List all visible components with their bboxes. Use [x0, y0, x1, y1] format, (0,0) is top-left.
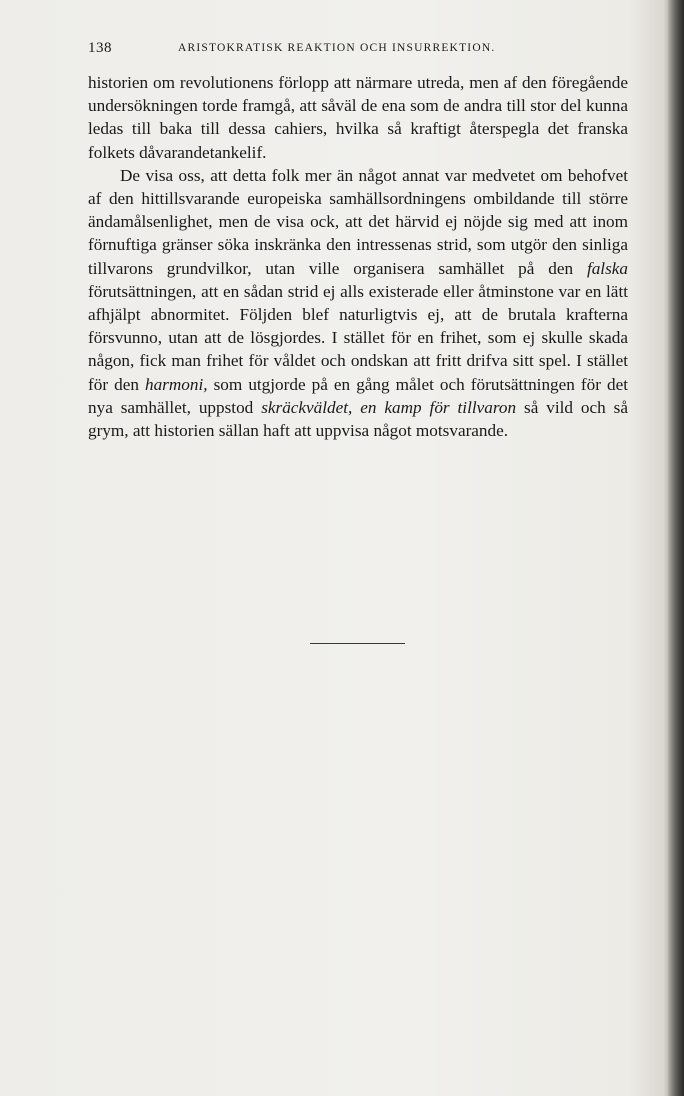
- paragraph-2-text-c: som utgjorde på en gång målet och förutsättningen för det nya samhället, uppstod: [88, 374, 629, 417]
- page-edge-shadow: [668, 0, 684, 1096]
- paragraph-2: [88, 164, 628, 442]
- paragraph-2-italic-falska: falska: [586, 258, 628, 278]
- body-text: [88, 71, 628, 442]
- section-end-rule: [310, 643, 405, 644]
- paragraph-2-text-a: De visa oss, att detta folk mer än något annat var medvetet om behofvet af den hittillsvarande europeiska samhällsordningens ombildande till större ändamålsenlighet, men de visa ock, att det härvid ej nöjde sig med att inom förnuftiga gränser söka inskränka den intressenas strid, som utgör den sinliga tillvarons grundvilkor, utan ville organisera samhället på den: [88, 165, 628, 278]
- paragraph-2-text-b: förutsättningen, att en sådan strid ej alls existerade eller åtminstone var en lätt afhjälpt abnormitet. Följden blef naturligtvis ej, att de brutala krafterna försvunno, utan att de lösgjordes. I stället för en frihet, som ej skulle skada någon, fick man frihet för våldet och ondskan att fritt drifva sitt spel. I stället för den: [88, 281, 628, 394]
- page-number: 138: [88, 40, 112, 56]
- paragraph-2-text-d: så vild och så grym, att historien sällan haft att uppvisa något motsvarande.: [88, 397, 628, 441]
- running-head: [88, 40, 628, 60]
- paragraph-2-italic-harmoni: harmoni,: [144, 374, 208, 394]
- paragraph-1: historien om revolutionens förlopp att närmare utreda, men af den föregående undersökningen torde framgå, att såväl de ena som de andra till stor del kunna ledas till baka till dessa cahiers, hvilka så kraftigt återspegla det franska folkets dåvarandetankelif.: [88, 73, 628, 162]
- paragraph-2-italic-skrackvaldet: skräckväldet, en kamp för tillvaron: [261, 397, 517, 417]
- running-title: ARISTOKRATISK REAKTION OCH INSURREKTION.: [178, 42, 496, 54]
